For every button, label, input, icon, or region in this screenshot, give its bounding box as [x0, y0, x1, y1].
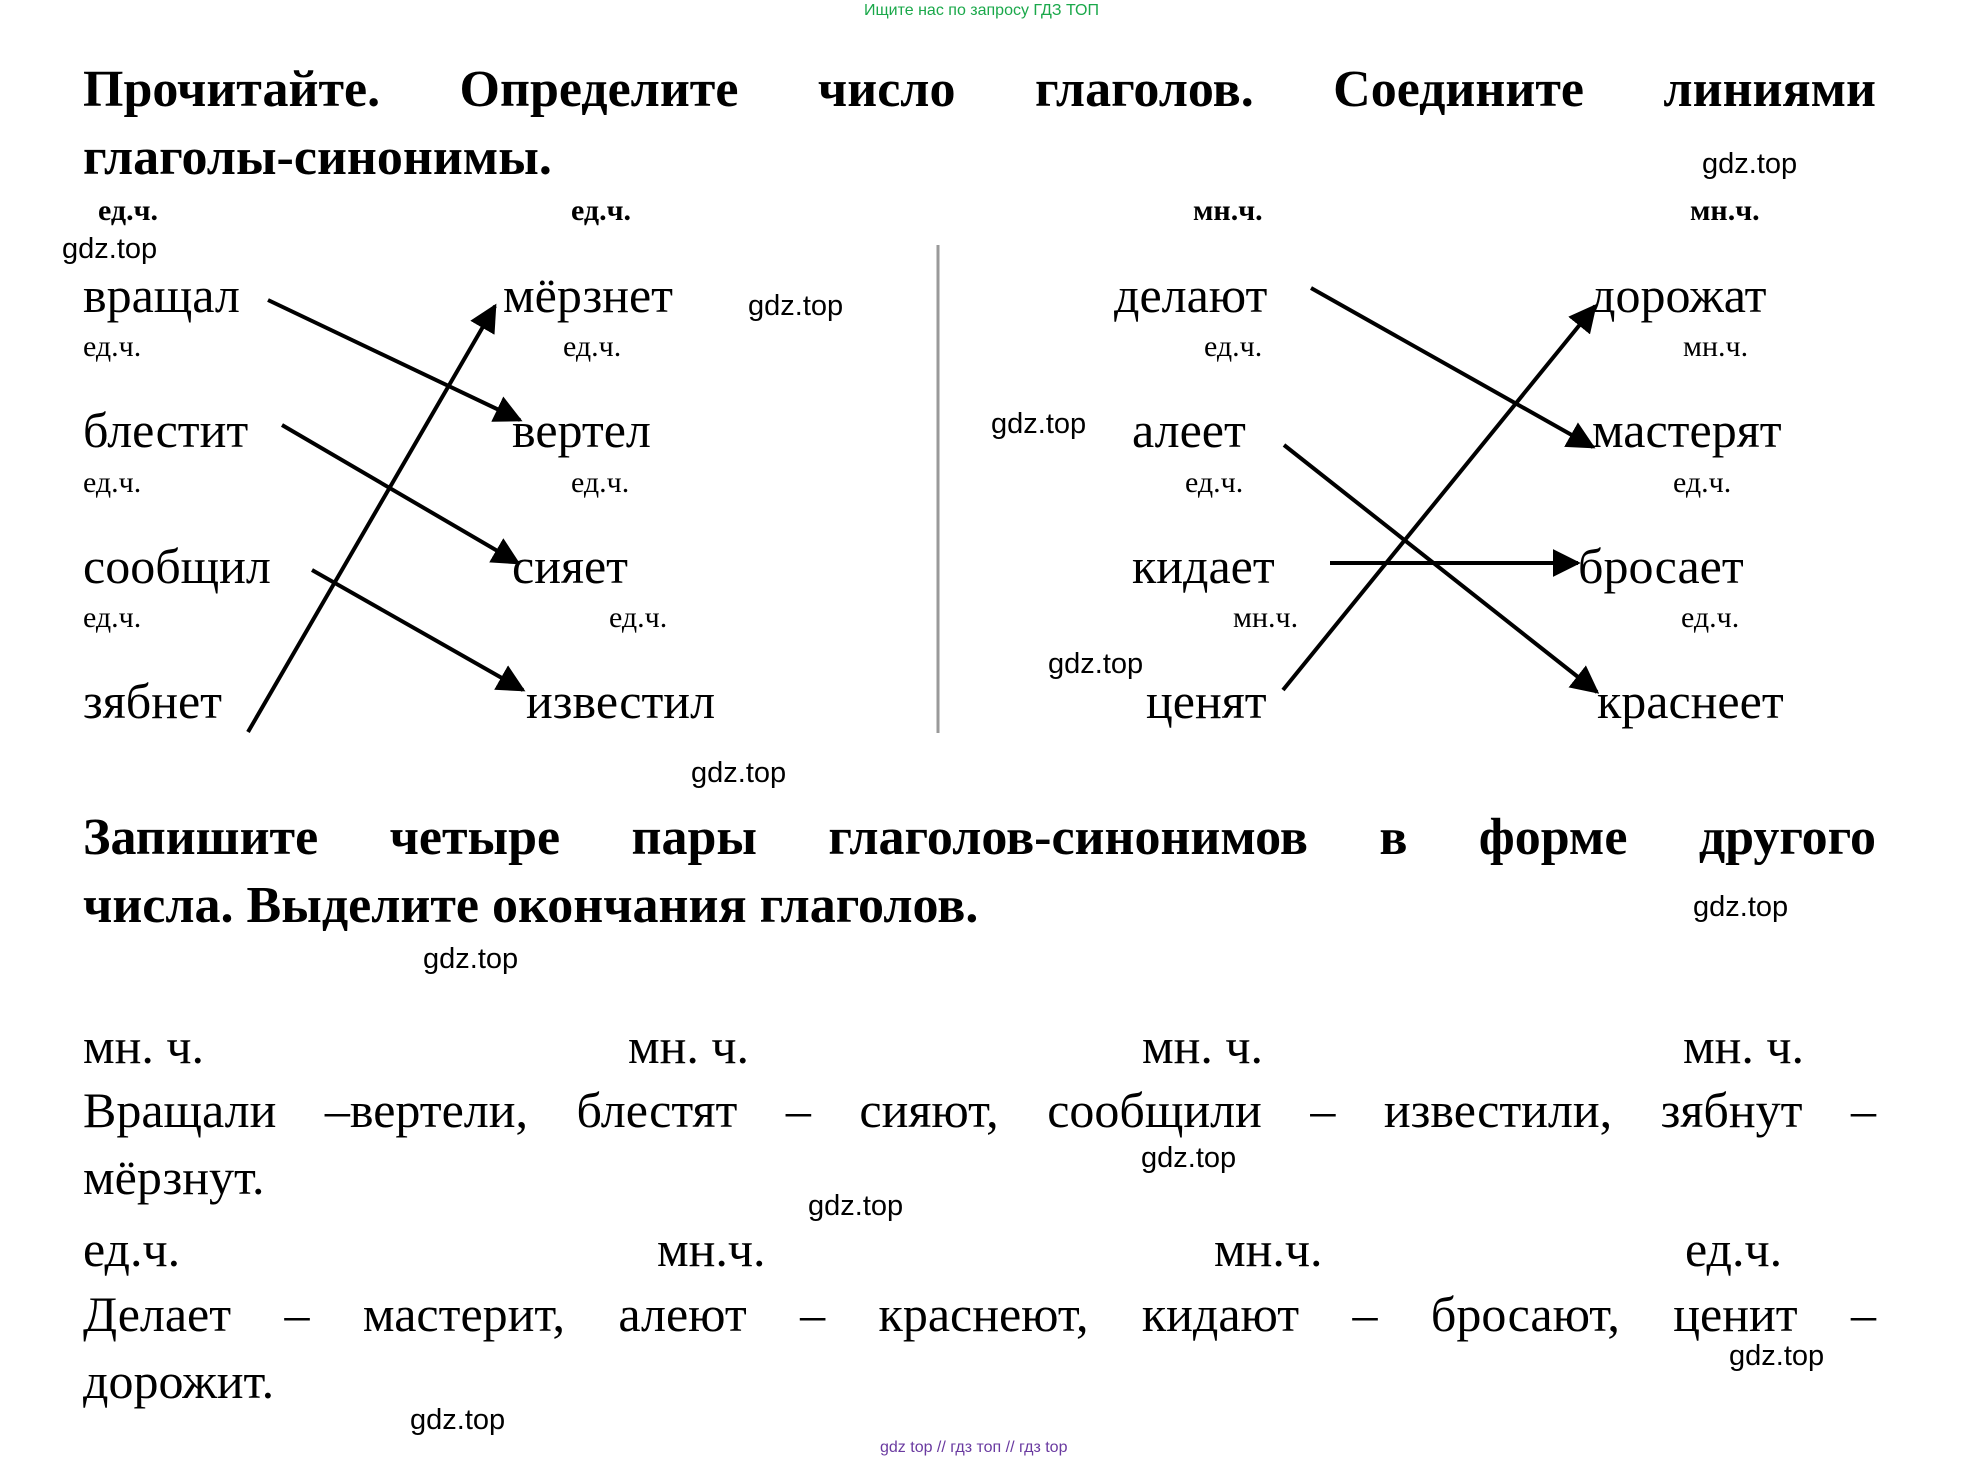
answer-number-label: мн.ч. [1214, 1221, 1323, 1277]
number-label: ед.ч. [571, 466, 630, 499]
task-heading-line-2: глаголы-синонимы. [83, 129, 552, 186]
watermark: gdz.top [991, 408, 1087, 440]
answer-text-1-line-1: Вращали –вертели, блестят – сияют, сообщили – известили, зябнут – [83, 1082, 1876, 1138]
number-label: ед.ч. [609, 601, 668, 634]
watermark: gdz.top [410, 1404, 506, 1436]
arrow-aleet-krasneet [1284, 445, 1597, 692]
right-col2-header: мн.ч. [1690, 194, 1760, 227]
answer-number-label: мн. ч. [1683, 1018, 1805, 1074]
watermark: gdz.top [1048, 648, 1144, 680]
arrow-blestit-siyaet [282, 425, 518, 563]
word-myorznet: мёрзнет [503, 267, 673, 323]
answer-number-label: мн. ч. [83, 1018, 205, 1074]
word-dorozhat: дорожат [1590, 267, 1767, 323]
word-aleet: алеет [1132, 402, 1246, 458]
task2-heading-line-1: Запишите четыре пары глаголов-синонимов в форме другого [83, 809, 1876, 866]
answer-number-label: мн. ч. [628, 1018, 750, 1074]
word-krasneet: краснеет [1597, 673, 1784, 729]
word-soobshil: сообщил [83, 538, 271, 594]
word-vertel: вертел [512, 402, 651, 458]
number-label: мн.ч. [1233, 601, 1299, 634]
task-heading-line-1: Прочитайте. Определите число глаголов. Соедините линиями [83, 61, 1876, 118]
number-label: ед.ч. [83, 601, 142, 634]
right-col1-header: мн.ч. [1193, 194, 1263, 227]
answer-text-2-line-1: Делает – мастерит, алеют – краснеют, кидают – бросают, ценит – [83, 1286, 1876, 1342]
number-label: ед.ч. [1204, 330, 1263, 363]
word-masteryat: мастерят [1592, 402, 1782, 458]
word-vrashal: вращал [83, 267, 240, 323]
number-label: ед.ч. [1185, 466, 1244, 499]
number-label: ед.ч. [1673, 466, 1732, 499]
top-note: Ищите нас по запросу ГДЗ ТОП [864, 2, 1099, 19]
watermark: gdz.top [1693, 891, 1789, 923]
arrow-vrashal-vertel [268, 300, 520, 420]
watermark: gdz.top [808, 1190, 904, 1222]
number-label: мн.ч. [1683, 330, 1749, 363]
arrow-tsenyat-dorozhat [1283, 306, 1595, 690]
word-blestit: блестит [83, 402, 249, 458]
answer-text-2-line-2: дорожит. [83, 1353, 275, 1409]
arrow-delayut-masteryat [1311, 288, 1593, 447]
word-izvestil: известил [526, 673, 716, 729]
left-col2-header: ед.ч. [571, 194, 632, 227]
watermark: gdz.top [1141, 1142, 1237, 1174]
word-siyaet: сияет [512, 538, 628, 594]
left-col1-header: ед.ч. [98, 194, 159, 227]
answer-number-label: мн. ч. [1142, 1018, 1264, 1074]
number-label: ед.ч. [1681, 601, 1740, 634]
watermark: gdz.top [62, 233, 158, 265]
watermark: gdz.top [423, 943, 519, 975]
arrow-zyabnet-myorznet [248, 306, 495, 732]
word-zyabnet: зябнет [83, 673, 222, 729]
answer-number-label: ед.ч. [83, 1221, 181, 1277]
arrow-soobshil-izvestil [312, 570, 523, 690]
watermark: gdz.top [691, 757, 787, 789]
word-delayut: делают [1114, 267, 1268, 323]
word-tsenyat: ценят [1146, 673, 1267, 729]
answer-number-label: ед.ч. [1685, 1221, 1783, 1277]
number-label: ед.ч. [563, 330, 622, 363]
answer-number-label: мн.ч. [657, 1221, 766, 1277]
word-brosaet: бросает [1578, 538, 1744, 594]
number-label: ед.ч. [83, 330, 142, 363]
number-label: ед.ч. [83, 466, 142, 499]
watermark: gdz.top [1702, 148, 1798, 180]
answer-text-1-line-2: мёрзнут. [83, 1149, 265, 1205]
watermark: gdz.top [748, 290, 844, 322]
watermark: gdz.top [1729, 1340, 1825, 1372]
footer-links[interactable]: gdz top // гдз топ // гдз top [880, 1439, 1068, 1456]
task2-heading-line-2: числа. Выделите окончания глаголов. [83, 877, 979, 934]
word-kidaet: кидает [1132, 538, 1275, 594]
